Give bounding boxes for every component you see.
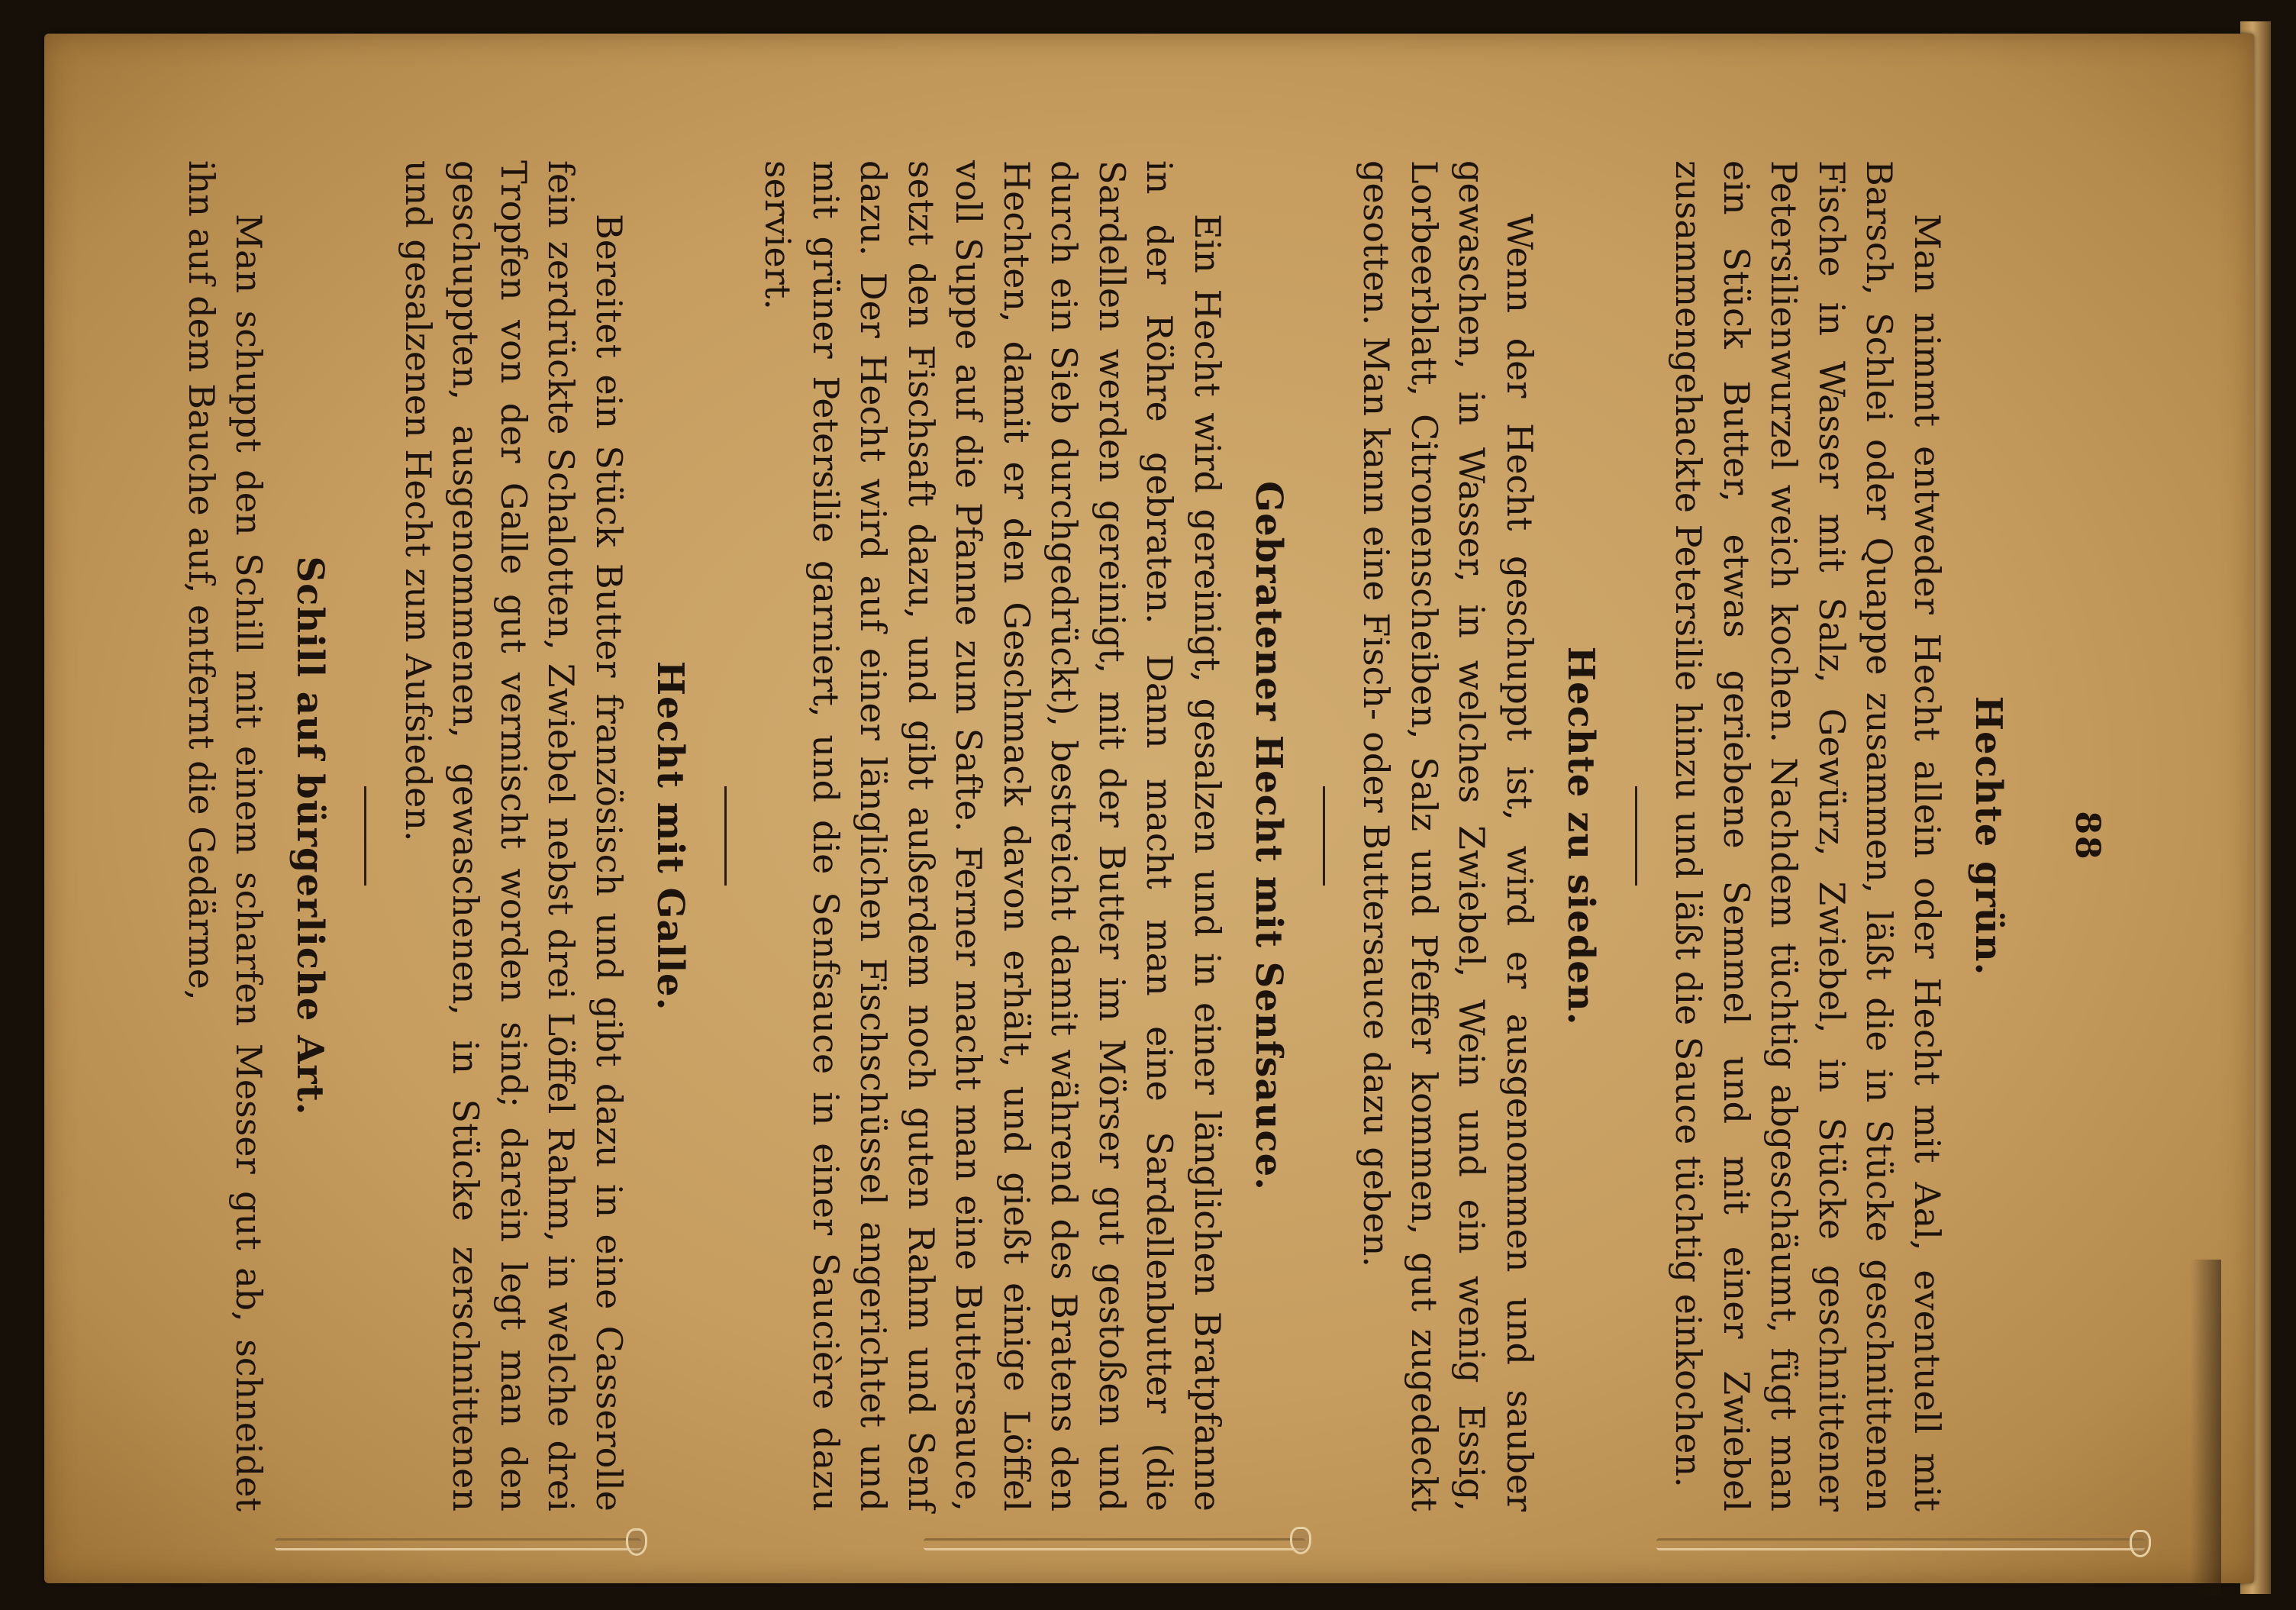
section-paragraph: Ein Hecht wird gereinigt, gesalzen und in einer länglichen Bratpfanne in der Röhre gebraten. Dann macht man eine Sardellenbutter (die Sardellen werden gereinigt, mit der Butter im Mörser gut gestoßen und durch ein Sieb durchgedrückt), bestreicht damit während des Bratens den Hechten, damit er den Geschmack davon erhält, und gießt einige Löffel voll Suppe auf die Pfanne zum Safte. Ferner macht man eine Buttersauce, setzt den Fischsaft dazu, und gibt außerdem noch guten Rahm und Senf dazu. Der Hecht wird auf einer länglichen Fischschüssel angerichtet und mit grüner Petersilie garniert, und die Senfsauce in einer Saucière dazu serviert. <box>757 160 1228 1512</box>
section-paragraph: Man nimmt entweder Hecht allein oder Hecht mit Aal, eventuell mit Barsch, Schlei oder Quappe zusammen, läßt die in Stücke geschnittenen Fische in Wasser mit Salz, Gewürz, Zwiebel, in Stücke geschnittener Petersilienwurzel weich kochen. Nachdem tüchtig abgeschäumt, fügt man ein Stück Butter, etwas geriebene Semmel und mit einer Zwiebel zusammengehackte Petersilie hinzu und läßt die Sauce tüchtig einkochen. <box>1668 160 1948 1512</box>
section-paragraph: Bereitet ein Stück Butter französisch und gibt dazu in eine Casserolle fein zerdrückte Schalotten, Zwiebel nebst drei Löffel Rahm, in welche drei Tropfen von der Galle gut vermischt worden sind; darein legt man den geschuppten, ausgenommenen, gewaschenen, in Stücke zerschnittenen und gesalzenen Hecht zum Aufsieden. <box>398 160 630 1512</box>
binding-knot <box>2130 1530 2151 1557</box>
section-divider <box>1323 786 1325 886</box>
page-number: 88 <box>2068 811 2107 861</box>
binding-knot <box>1290 1527 1311 1554</box>
section-paragraph: Wenn der Hecht geschuppt ist, wird er ausgenommen und sauber gewaschen, in Wasser, in welches Zwiebel, Wein und ein wenig Essig, Lorbeerblatt, Citronenscheiben, Salz und Pfeffer kommen, gut zugedeckt gesotten. Man kann eine Fisch- oder Buttersauce dazu geben. <box>1356 160 1540 1512</box>
binding-stitch <box>275 1538 641 1550</box>
page-shadow <box>2191 1260 2221 1595</box>
section-divider <box>365 786 367 886</box>
binding-stitch <box>924 1538 1305 1550</box>
section-heading: Hechte grün. <box>1967 695 2010 976</box>
section-divider <box>724 786 727 886</box>
page-text <box>122 160 2107 1512</box>
section-divider <box>1635 786 1637 886</box>
text-flow <box>178 160 2016 1512</box>
binding-knot <box>626 1528 647 1556</box>
section-heading: Gebratener Hecht mit Senfsauce. <box>1247 481 1290 1191</box>
section-heading: Hecht mit Galle. <box>649 660 692 1011</box>
section-heading: Schill auf bürgerliche Art. <box>289 556 332 1116</box>
binding-stitch <box>1656 1538 2145 1550</box>
section-heading: Hechte zu sieden. <box>1559 646 1602 1026</box>
section-paragraph: Man schuppt den Schill mit einem scharfen Messer gut ab, schneidet ihn auf dem Bauche auf, entfernt die Gedärme, <box>181 160 270 1512</box>
